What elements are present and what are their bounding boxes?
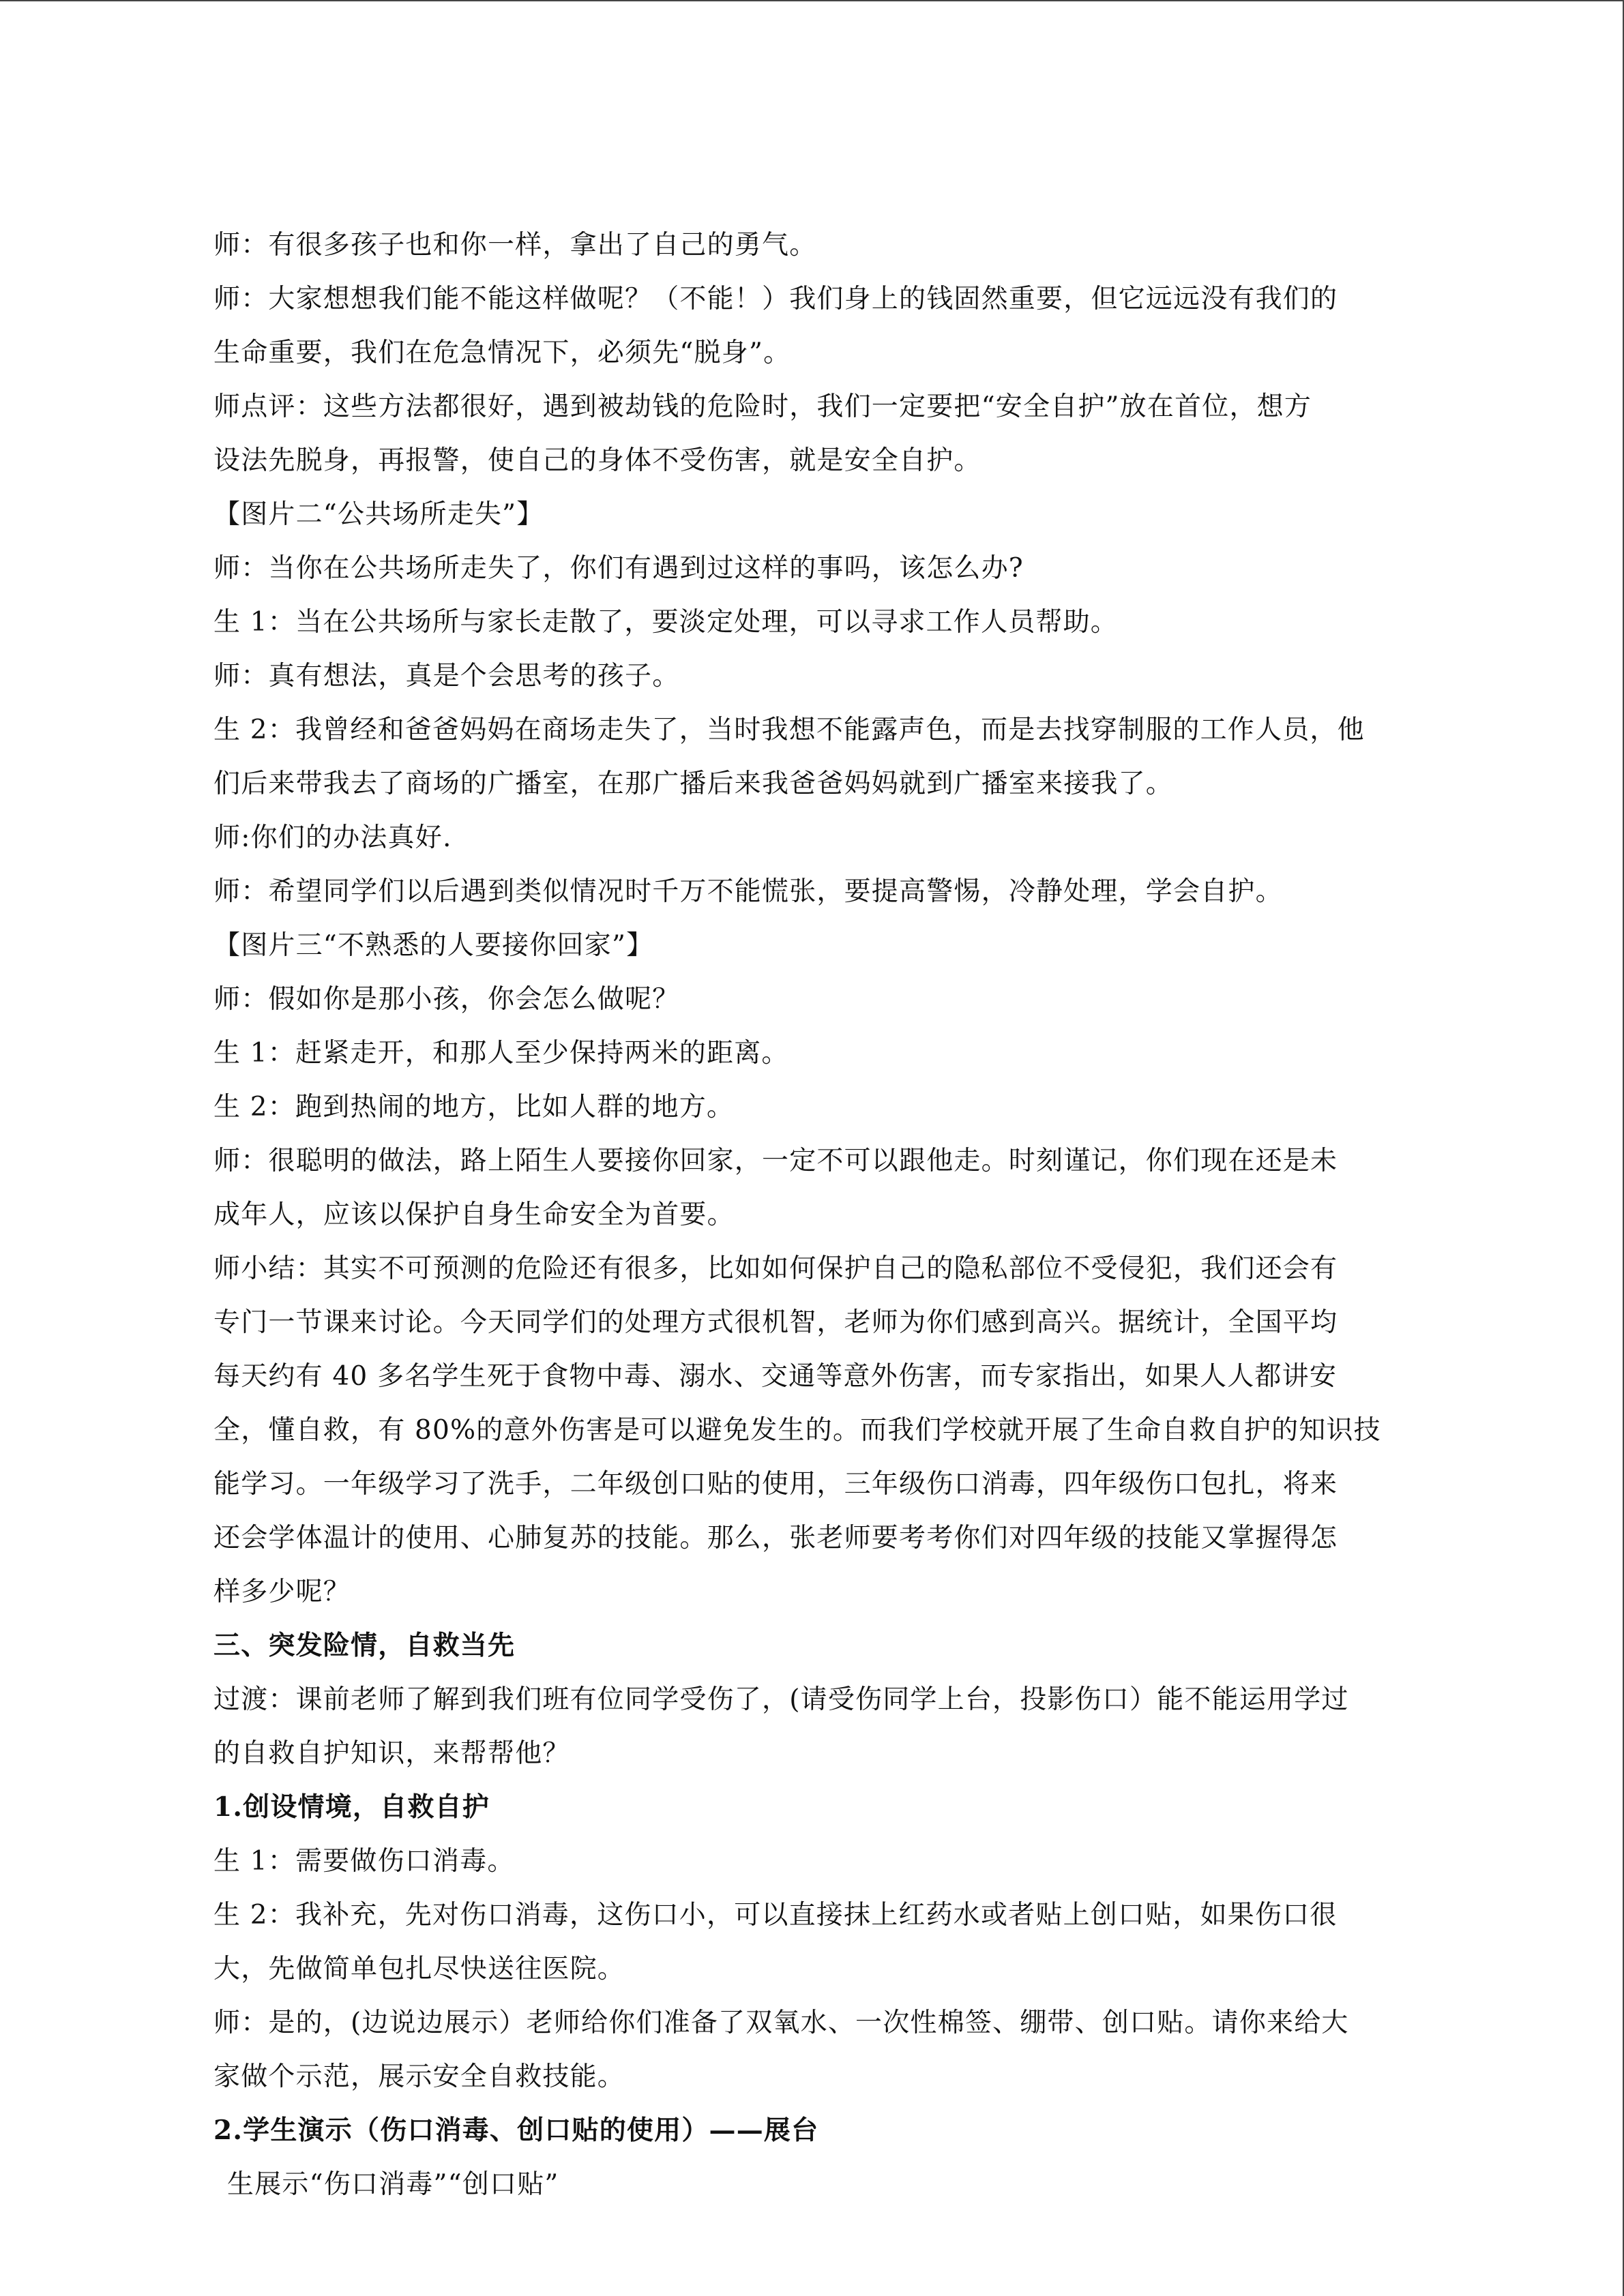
text-line: 过渡：课前老师了解到我们班有位同学受伤了，(请受伤同学上台，投影伤口）能不能运用学过: [213, 1684, 1349, 1715]
text-line: 师:你们的办法真好.: [213, 822, 452, 853]
text-line: 生 1：赶紧走开，和那人至少保持两米的距离。: [213, 1038, 789, 1069]
text-line: 还会学体温计的使用、心肺复苏的技能。那么，张老师要考考你们对四年级的技能又掌握得怎: [213, 1523, 1338, 1553]
paragraph: [213, 1134, 1421, 1242]
paragraph: [213, 488, 1421, 541]
text-line: 能学习。一年级学习了洗手，二年级创口贴的使用，三年级伤口消毒，四年级伤口包扎，将来: [213, 1469, 1338, 1500]
text-line: 生 2：我补充，先对伤口消毒，这伤口小，可以直接抹上红药水或者贴上创口贴，如果伤口很: [213, 1900, 1338, 1930]
text-line: 师：假如你是那小孩，你会怎么做呢？: [213, 984, 680, 1015]
paragraph: [213, 1080, 1421, 1134]
text-line: 的自救自护知识，来帮帮他？: [213, 1738, 570, 1769]
text-line: 【图片二“公共场所走失”】: [213, 499, 544, 530]
text-line: 师点评：这些方法都很好，遇到被劫钱的危险时，我们一定要把“安全自护”放在首位，想方: [213, 391, 1312, 422]
text-line: 生 2：跑到热闹的地方，比如人群的地方。: [213, 1092, 735, 1122]
text-line: 1.创设情境，自救自护: [213, 1791, 490, 1823]
paragraph: [213, 649, 1421, 703]
paragraph: [213, 811, 1421, 865]
paragraph: [213, 595, 1421, 649]
paragraph: [213, 703, 1421, 811]
paragraph: [213, 1888, 1421, 1996]
text-line: 样多少呢？: [213, 1577, 351, 1607]
section-heading: [213, 2104, 1421, 2158]
paragraph: [213, 380, 1421, 488]
text-line: 全，懂自救，有 80%的意外伤害是可以避免发生的。而我们学校就开展了生命自救自护的知识技: [213, 1415, 1381, 1446]
paragraph: [213, 541, 1421, 595]
text-line: 师：真有想法，真是个会思考的孩子。: [213, 661, 680, 691]
paragraph: [213, 218, 1421, 272]
text-line: 设法先脱身，再报警，使自己的身体不受伤害，就是安全自护。: [213, 445, 981, 476]
text-line: 【图片三“不熟悉的人要接你回家”】: [213, 930, 654, 961]
text-line: 生命重要，我们在危急情况下，必须先“脱身”。: [213, 338, 791, 368]
text-line: 家做个示范，展示安全自救技能。: [213, 2061, 625, 2092]
paragraph: [213, 1834, 1421, 1888]
paragraph: [213, 272, 1421, 380]
text-line: 三、突发险情，自救当先: [213, 1630, 516, 1661]
paragraph: [213, 972, 1421, 1026]
text-line: 们后来带我去了商场的广播室，在那广播后来我爸爸妈妈就到广播室来接我了。: [213, 769, 1174, 799]
text-line: 师：希望同学们以后遇到类似情况时千万不能慌张，要提高警惕，冷静处理，学会自护。: [213, 876, 1283, 907]
paragraph: [213, 2158, 1421, 2211]
text-line: 每天约有 40 多名学生死于食物中毒、溺水、交通等意外伤害，而专家指出，如果人人都讲安: [213, 1361, 1338, 1392]
text-line: 2.学生演示（伤口消毒、创口贴的使用）——展台: [213, 2115, 819, 2146]
text-line: 大，先做简单包扎尽快送往医院。: [213, 1954, 625, 1984]
text-line: 师：是的，(边说边展示）老师给你们准备了双氧水、一次性棉签、绷带、创口贴。请你来给大: [213, 2008, 1349, 2038]
text-line: 师：当你在公共场所走失了，你们有遇到过这样的事吗，该怎么办?: [213, 553, 1024, 584]
text-line: 师：有很多孩子也和你一样，拿出了自己的勇气。: [213, 230, 817, 260]
text-line: 师：很聪明的做法，路上陌生人要接你回家，一定不可以跟他走。时刻谨记，你们现在还是未: [213, 1146, 1338, 1176]
paragraph: [213, 1996, 1421, 2104]
section-heading: [213, 1619, 1421, 1673]
text-line: 生 2：我曾经和爸爸妈妈在商场走失了，当时我想不能露声色，而是去找穿制服的工作人员，他: [213, 715, 1365, 745]
text-line: 生 1：需要做伤口消毒。: [213, 1846, 515, 1877]
text-line: 成年人，应该以保护自身生命安全为首要。: [213, 1199, 735, 1230]
text-line: 专门一节课来讨论。今天同学们的处理方式很机智，老师为你们感到高兴。据统计，全国平均: [213, 1307, 1338, 1338]
paragraph: [213, 1242, 1421, 1619]
text-line: 师：大家想想我们能不能这样做呢？（不能！）我们身上的钱固然重要，但它远远没有我们的: [213, 284, 1338, 314]
section-heading: [213, 1780, 1421, 1834]
paragraph: [213, 1673, 1421, 1780]
text-line: 师小结：其实不可预测的危险还有很多，比如如何保护自己的隐私部位不受侵犯，我们还会有: [213, 1253, 1338, 1284]
document-body: [213, 218, 1421, 2211]
paragraph: [213, 1026, 1421, 1080]
paragraph: [213, 919, 1421, 972]
paragraph: [213, 865, 1421, 919]
text-line: 生 1：当在公共场所与家长走散了，要淡定处理，可以寻求工作人员帮助。: [213, 607, 1119, 638]
text-line: 生展示“伤口消毒”“创口贴”: [227, 2169, 559, 2200]
